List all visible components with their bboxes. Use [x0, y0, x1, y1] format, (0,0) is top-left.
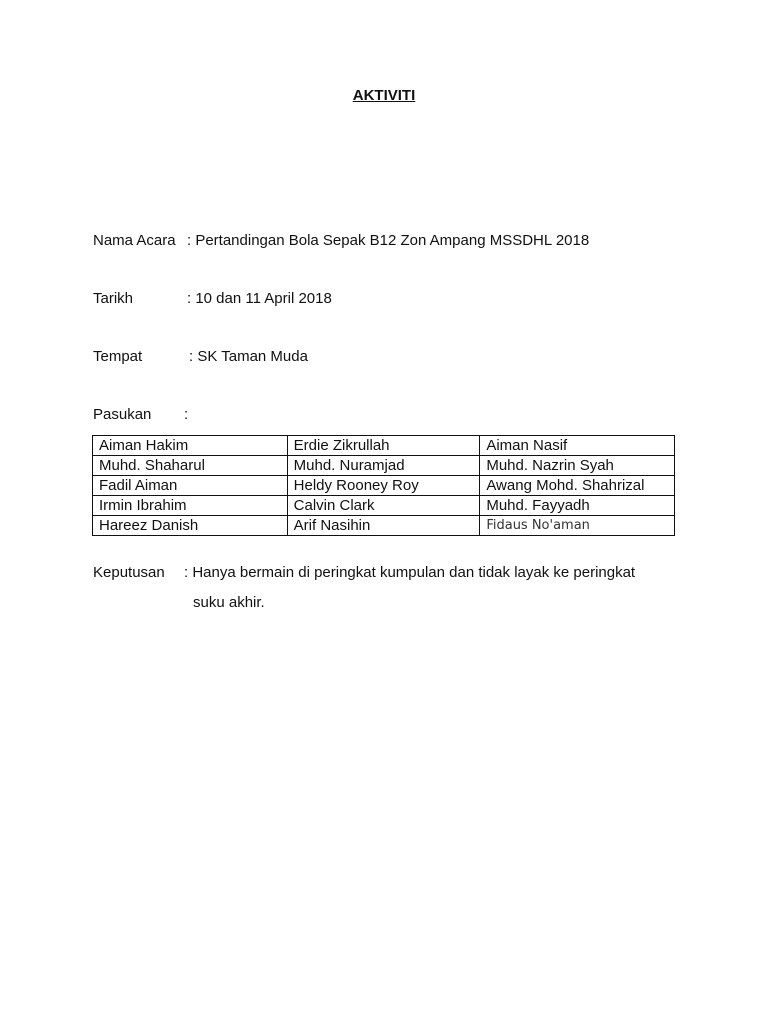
result-value-continued: suku akhir. [193, 594, 265, 611]
table-cell: Irmin Ibrahim [93, 496, 288, 516]
table-row [93, 456, 675, 476]
table-cell: Aiman Hakim [93, 436, 288, 456]
table-row [93, 436, 675, 456]
event-name-value: : Pertandingan Bola Sepak B12 Zon Ampang MSSDHL 2018 [187, 232, 590, 249]
document-title: AKTIVITI [352, 87, 416, 104]
team-field [93, 406, 189, 423]
venue-label: Tempat [93, 348, 143, 365]
table-row [93, 476, 675, 496]
result-field [93, 564, 636, 581]
date-value: : 10 dan 11 April 2018 [187, 290, 332, 307]
table-cell: Muhd. Shaharul [93, 456, 288, 476]
table-cell: Fidaus No'aman [480, 516, 675, 536]
table-cell: Muhd. Nazrin Syah [480, 456, 675, 476]
table-cell: Aiman Nasif [480, 436, 675, 456]
table-cell: Arif Nasihin [287, 516, 480, 536]
table-cell: Fadil Aiman [93, 476, 288, 496]
date-label: Tarikh [93, 290, 134, 307]
team-table [92, 435, 675, 536]
table-cell: Awang Mohd. Shahrizal [480, 476, 675, 496]
event-name-label: Nama Acara [93, 232, 176, 249]
table-cell: Hareez Danish [93, 516, 288, 536]
result-label: Keputusan [93, 564, 165, 581]
venue-field [93, 348, 308, 365]
table-row [93, 496, 675, 516]
team-label: Pasukan [93, 406, 152, 423]
result-value: : Hanya bermain di peringkat kumpulan dan tidak layak ke peringkat [184, 564, 636, 581]
date-field [93, 290, 332, 307]
table-cell: Erdie Zikrullah [287, 436, 480, 456]
venue-value: : SK Taman Muda [189, 348, 308, 365]
table-row [93, 516, 675, 536]
table-cell: Muhd. Nuramjad [287, 456, 480, 476]
table-cell: Calvin Clark [287, 496, 480, 516]
team-colon: : [184, 406, 189, 423]
event-name-field [93, 232, 590, 249]
table-cell: Heldy Rooney Roy [287, 476, 480, 496]
table-cell: Muhd. Fayyadh [480, 496, 675, 516]
